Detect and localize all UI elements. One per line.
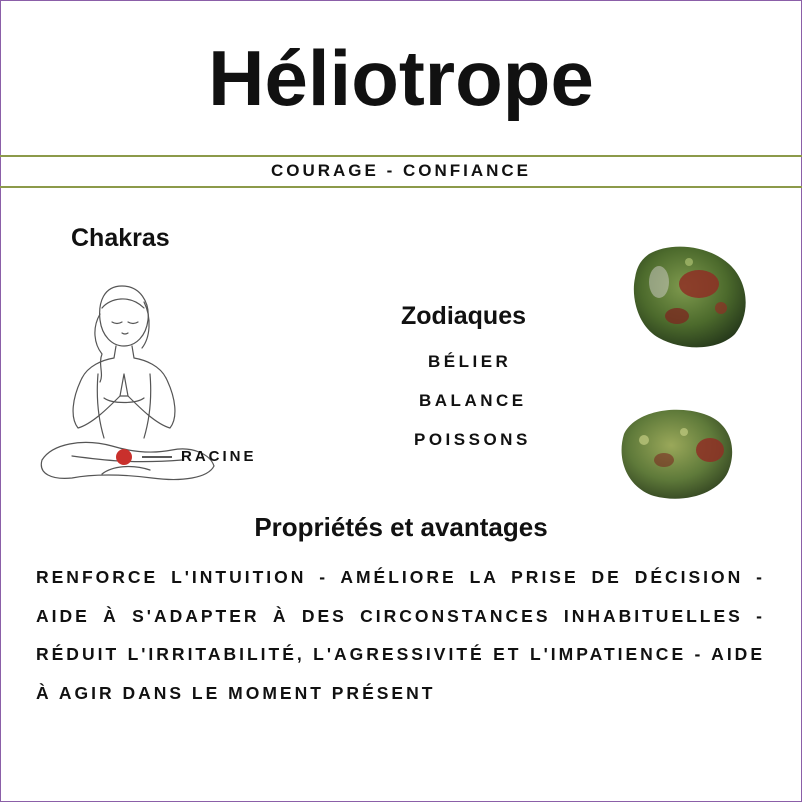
bottom-divider (0, 186, 802, 188)
zodiac-sign: POISSONS (414, 430, 531, 449)
page-title: Héliotrope (208, 34, 594, 122)
root-chakra-marker (114, 447, 174, 467)
properties-text: RENFORCE L'INTUITION - AMÉLIORE LA PRISE DE DÉCISION - AIDE À S'ADAPTER À DES CIRCONSTANCES INHABITUELLES - RÉDUIT L'IRRITABILITÉ, L'AGRESSIVITÉ ET L'IMPATIENCE - AIDE À AGIR DANS LE MOMENT PRÉSENT (36, 567, 765, 704)
bloodstone-image-1 (629, 242, 753, 352)
bloodstone-image-2 (614, 404, 738, 504)
subtitle: COURAGE - CONFIANCE (270, 161, 532, 180)
zodiac-sign: BALANCE (419, 391, 527, 410)
zodiac-heading: Zodiaques (401, 302, 527, 330)
top-divider (0, 155, 802, 157)
zodiac-sign: BÉLIER (428, 352, 512, 371)
chakra-label: RACINE (181, 448, 257, 465)
chakras-heading: Chakras (71, 224, 170, 252)
properties-heading: Propriétés et avantages (254, 512, 548, 542)
